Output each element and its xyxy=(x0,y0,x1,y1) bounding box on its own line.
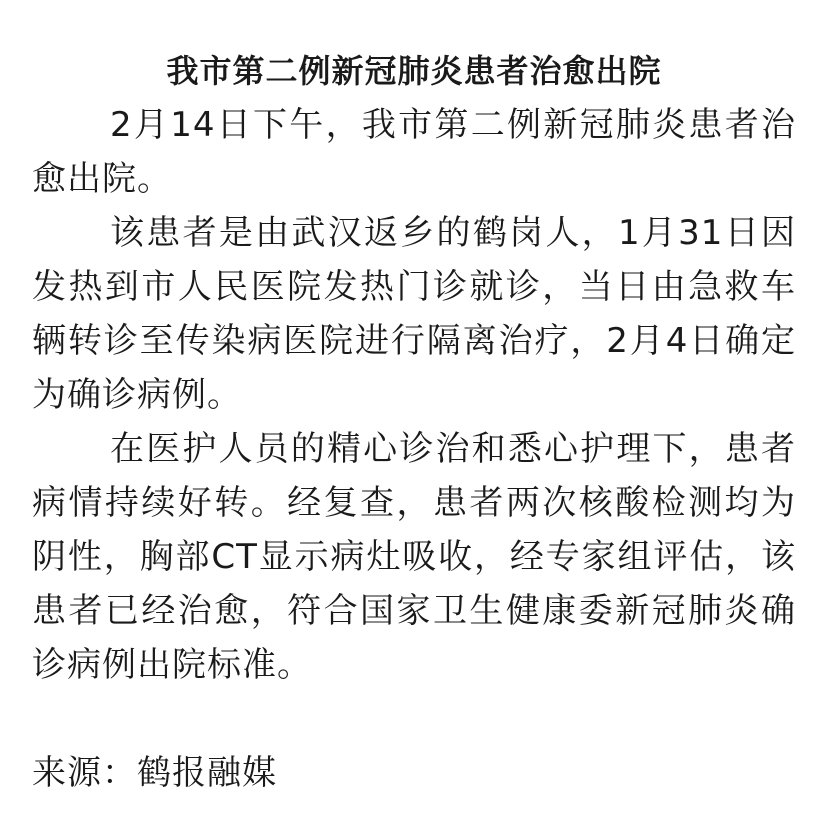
blank-line xyxy=(32,692,796,746)
article-paragraph-2: 该患者是由武汉返乡的鹤岗人，1月31日因发热到市人民医院发热门诊就诊，当日由急救车辆转诊至传染病医院进行隔离治疗，2月4日确定为确诊病例。 xyxy=(32,213,796,415)
article-title: 我市第二例新冠肺炎患者治愈出院 xyxy=(166,52,662,90)
article-paragraph-3: 在医护人员的精心诊治和悉心护理下，患者病情持续好转。经复查，患者两次核酸检测均为阴性，胸部CT显示病灶吸收，经专家组评估，该患者已经治愈，符合国家卫生健康委新冠肺炎确诊病例出院标准。 xyxy=(32,429,796,685)
article-paragraph-1: 2月14日下午，我市第二例新冠肺炎患者治愈出院。 xyxy=(32,105,796,199)
article-source: 来源：鹤报融媒 xyxy=(32,753,277,793)
